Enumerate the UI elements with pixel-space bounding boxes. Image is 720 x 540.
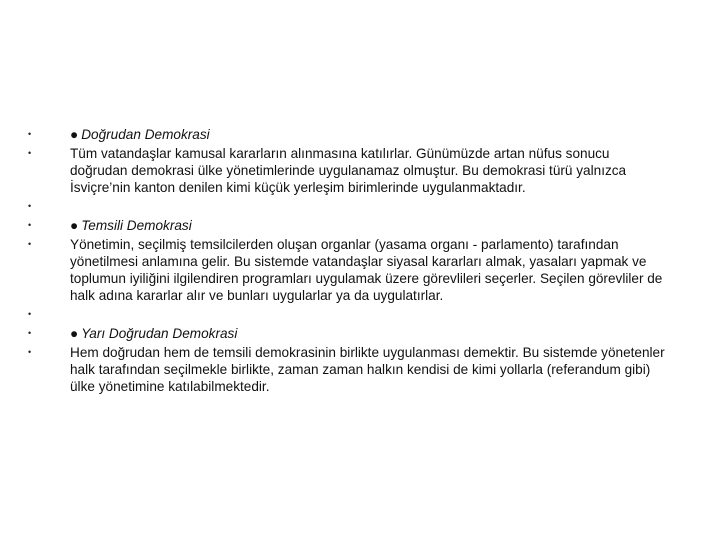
heading-mark-icon: ● xyxy=(70,218,79,233)
list-item-heading-representative-democracy xyxy=(28,217,668,234)
heading-text: Yarı Doğrudan Demokrasi xyxy=(81,326,238,341)
heading-mark-icon: ● xyxy=(70,127,79,142)
heading-direct-democracy xyxy=(70,127,210,142)
bullet-icon: • xyxy=(28,148,32,158)
heading-mark-icon: ● xyxy=(70,326,79,341)
heading-text: Doğrudan Demokrasi xyxy=(81,127,210,142)
bullet-icon: • xyxy=(28,220,32,230)
paragraph-representative-democracy: Yönetimin, seçilmiş temsilcilerden oluşan organlar (yasama organı - parlamento) tarafından yönetilmesi anlamına gelir. Bu sistemde vatandaşlar siyasal kararları almak, yasaları yapmak ve toplumun iyiliğini ilgilendiren programları uygulamak üzere görevlileri seçerler. Seçilen görevliler de halk adına kararlar alır ve bunları uygularlar ya da uygulatırlar. xyxy=(70,237,663,303)
bullet-icon: • xyxy=(28,239,32,249)
list-item-text-representative-democracy xyxy=(28,236,668,304)
bullet-list xyxy=(28,126,668,397)
heading-text: Temsili Demokrasi xyxy=(81,218,192,233)
paragraph-semi-direct-democracy: Hem doğrudan hem de temsili demokrasinin birlikte uygulanması demektir. Bu sistemde yönetenler halk tarafından seçilmekle birlikte, zaman zaman halkın kendisi de kimi yollarla (referandum gibi) ülke yönetimine katılabilmektedir. xyxy=(70,345,665,394)
bullet-icon: • xyxy=(28,347,32,357)
list-item-empty xyxy=(28,306,668,323)
list-item-text-direct-democracy xyxy=(28,145,668,196)
bullet-icon: • xyxy=(28,309,32,319)
list-item-text-semi-direct-democracy xyxy=(28,344,668,395)
list-item-heading-semi-direct-democracy xyxy=(28,325,668,342)
bullet-icon: • xyxy=(28,129,32,139)
bullet-icon: • xyxy=(28,328,32,338)
heading-representative-democracy xyxy=(70,218,192,233)
bullet-icon: • xyxy=(28,201,32,211)
list-item-empty xyxy=(28,198,668,215)
paragraph-direct-democracy: Tüm vatandaşlar kamusal kararların alınmasına katılırlar. Günümüzde artan nüfus sonucu doğrudan demokrasi ülke yönetimlerinde uygulanamaz olmuştur. Bu demokrasi türü yalnızca İsviçre’nin kanton denilen kimi küçük yerleşim birimlerinde uygulanmaktadır. xyxy=(70,146,627,195)
heading-semi-direct-democracy xyxy=(70,326,237,341)
list-item-heading-direct-democracy xyxy=(28,126,668,143)
